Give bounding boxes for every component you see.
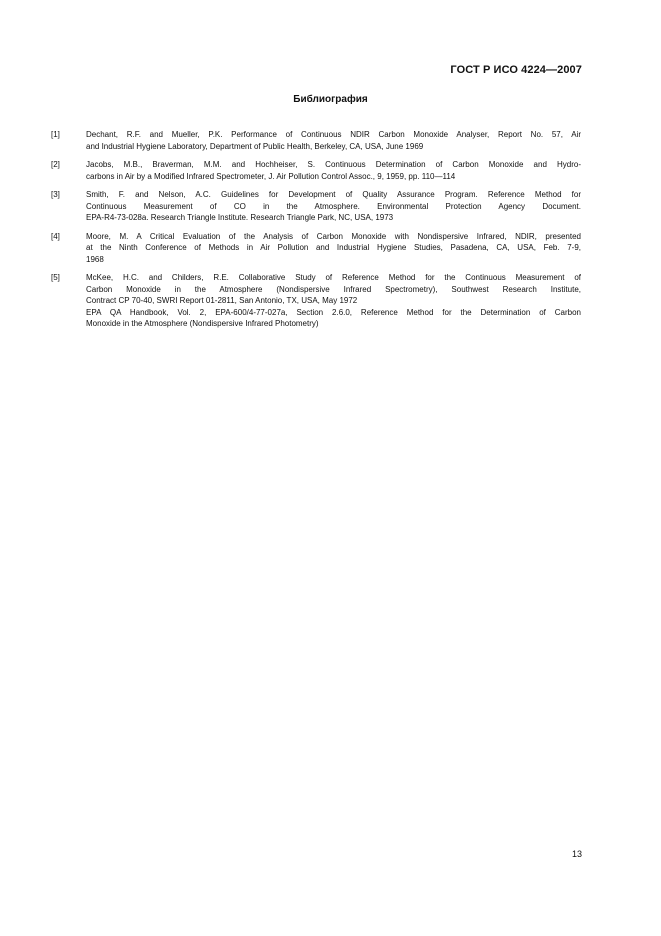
reference-line: carbons in Air by a Modified Infrared Spectrometer, J. Air Pollution Control Assoc., 9, 1959, pp. 110—114 (86, 171, 456, 181)
reference-line: Carbon Monoxide in the Atmosphere (Nondispersive Infrared Spectrometry), Southwest Research Institute, (86, 284, 581, 294)
page-number: 13 (571, 849, 582, 859)
reference-line: at the Ninth Conference of Methods in Air Pollution and Industrial Hygiene Studies, Pasadena, CA, USA, Feb. 7-9, (86, 243, 581, 252)
bibliography-list (51, 129, 581, 337)
reference-item-4 (51, 231, 581, 266)
reference-item-3 (51, 189, 581, 224)
reference-line: Smith, F. and Nelson, A.C. Guidelines for Development of Quality Assurance Program. Reference Method for (86, 190, 581, 199)
reference-number: [3] (51, 190, 60, 199)
reference-item-1 (51, 129, 581, 152)
reference-line: Jacobs, M.B., Braverman, M.M. and Hochheiser, S. Continuous Determination of Carbon Monoxide and Hydro- (86, 160, 581, 169)
reference-line: 1968 (86, 254, 104, 264)
reference-line: and Industrial Hygiene Laboratory, Department of Public Health, Berkeley, CA, USA, June 1969 (86, 141, 424, 151)
reference-line: Dechant, R.F. and Mueller, P.K. Performance of Continuous NDIR Carbon Monoxide Analyser, Report No. 57, Air (86, 130, 581, 139)
reference-line: Contract CP 70-40, SWRI Report 01-2811, San Antonio, TX, USA, May 1972 (86, 296, 358, 305)
reference-line: EPA-R4-73-028a. Research Triangle Institute. Research Triangle Park, NC, USA, 1973 (86, 213, 394, 222)
reference-number: [5] (51, 273, 60, 282)
reference-item-5 (51, 272, 581, 330)
reference-line: EPA QA Handbook, Vol. 2, EPA-600/4-77-027a, Section 2.6.0, Reference Method for the Determination of Carbon (86, 307, 581, 317)
reference-number: [1] (51, 130, 60, 139)
standard-code: ГОСТ Р ИСО 4224—2007 (450, 64, 582, 76)
reference-item-2 (51, 159, 581, 182)
reference-number: [4] (51, 231, 60, 241)
reference-line: Continuous Measurement of CO in the Atmosphere. Environmental Protection Agency Document. (86, 201, 581, 211)
reference-number: [2] (51, 160, 60, 169)
reference-line: Monoxide in the Atmosphere (Nondispersive Infrared Photometry) (86, 319, 319, 328)
page-title: Библиография (293, 94, 368, 105)
reference-line: Moore, M. A Critical Evaluation of the Analysis of Carbon Monoxide with Nondispersive Infrared, NDIR, presented (86, 231, 581, 241)
reference-line: McKee, H.C. and Childers, R.E. Collaborative Study of Reference Method for the Continuous Measurement of (86, 273, 581, 282)
